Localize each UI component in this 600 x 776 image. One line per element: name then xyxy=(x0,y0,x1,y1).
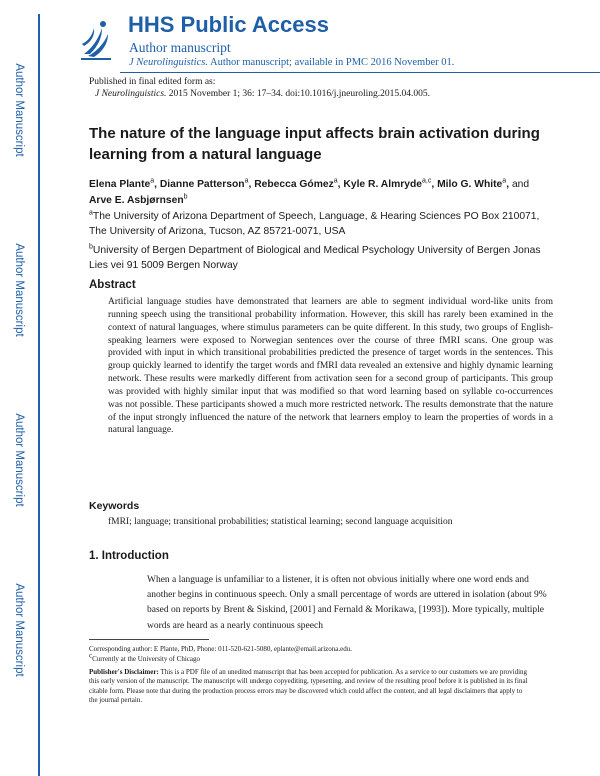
affiliation-b: $^b$University of Bergen Department of Biological and Medical Psychology University of Bergen Jonas Lies vei 91 5009 Bergen Norway xyxy=(89,243,541,271)
rail-label-3: Author Manuscript xyxy=(13,413,25,507)
current-affiliation-note: $^c$Currently at the University of Chicago xyxy=(89,651,201,663)
journal-availability-line xyxy=(129,57,454,68)
introduction-body: When a language is unfamiliar to a listener, it is often not obvious initially where one word ends and another begins in continuous speech. Only a small percentage of words are uttered in isolation (about 9% based on reports by Brent & Siskind, [2001] and Fernald & Morikawa, [1993]). More typically, multiple words are heard as a nearly continuous speech xyxy=(147,575,547,631)
disclaimer-label: Publisher's Disclaimer: xyxy=(89,668,159,676)
rail-divider xyxy=(38,14,40,776)
left-rail xyxy=(0,0,40,776)
author-name: Milo G. White xyxy=(437,179,503,190)
author-name: Kyle R. Almryde xyxy=(343,179,422,190)
author-name: Dianne Patterson xyxy=(159,179,245,190)
hhs-public-access-title: HHS Public Access xyxy=(128,12,329,37)
author-list: Elena Plante$^a$, Dianne Patterson$^a$, Rebecca Gómez$^a$, Kyle R. Almryde$^{a,c}$, Milo G. White$^a$, and Arve E. Asbjørnsen$^b$ xyxy=(89,177,530,206)
author-manuscript-label: Author manuscript xyxy=(129,40,231,55)
affiliation-a: $^a$The University of Arizona Department of Speech, Language, & Hearing Sciences PO Box 210071, The University of Arizona, Tucson, AZ 85721-0071, USA xyxy=(89,209,540,237)
author-name: Elena Plante xyxy=(89,179,151,190)
introduction-heading: 1. Introduction xyxy=(89,550,169,562)
published-form-label: Published in final edited form as: xyxy=(89,77,216,87)
rail-label-2: Author Manuscript xyxy=(13,243,25,337)
journal-availability-text: J Neurolinguistics. Author manuscript; available in PMC 2016 November 01. xyxy=(129,57,455,68)
publication-citation: J Neurolinguistics. 2015 November 1; 36: 17–34. doi:10.1016/j.jneuroling.2015.04.005. xyxy=(95,89,431,99)
keywords-heading: Keywords xyxy=(89,500,140,512)
header-rule xyxy=(120,72,600,73)
disclaimer-text: This is a PDF file of an unedited manuscript that has been accepted for publication. As a service to our customers we are providing this early version of the manuscript. The manuscript will undergo copyediting, typesetting, and review of the resulting proof before it is published in its final citable form. Please note that during the production process errors may be discovered which could affect the content, and all legal disclaimers that apply to the journal pertain. xyxy=(89,668,528,705)
footnote-rule xyxy=(89,639,209,640)
article-title: The nature of the language input affects brain activation during learning from a natural language xyxy=(89,125,540,163)
author-name: Arve E. Asbjørnsen xyxy=(89,195,184,206)
abstract-heading: Abstract xyxy=(89,279,136,291)
abstract-body: Artificial language studies have demonstrated that learners are able to segment individual word-like units from running speech using the transitional probability information. However, this skill has rarely been examined in the context of natural languages, where stimulus parameters can be quite different. In this study, two groups of English-speaking learners were exposed to Norwegian sentences over the course of three fMRI scans. One group was provided with input in which transitional probabilities predicted the presence of target words in the sentences. This group quickly learned to identify the target words and fMRI data revealed an extensive and highly dynamic learning network. These results were markedly different from activation seen for a second group of participants. This group was provided with highly similar input that was modified so that word learning based on syllable co-occurrences was not possible. These participants showed a much more restricted network. The results demonstrate that the nature of the input strongly influenced the nature of the network that learners employ to learn the properties of words in a natural language. xyxy=(108,297,553,436)
author-name: Rebecca Gómez xyxy=(254,179,334,190)
rail-label-1: Author Manuscript xyxy=(13,63,25,157)
corresponding-author-note: Corresponding author: E Plante, PhD, Phone: 011-520-621-5080, eplante@email.arizona.edu. xyxy=(89,645,352,653)
rail-label-4: Author Manuscript xyxy=(13,583,25,677)
hhs-eagle-logo xyxy=(78,14,114,62)
publisher-disclaimer xyxy=(89,668,529,706)
keywords-list: fMRI; language; transitional probabilities; statistical learning; second language acquisition xyxy=(108,517,453,527)
